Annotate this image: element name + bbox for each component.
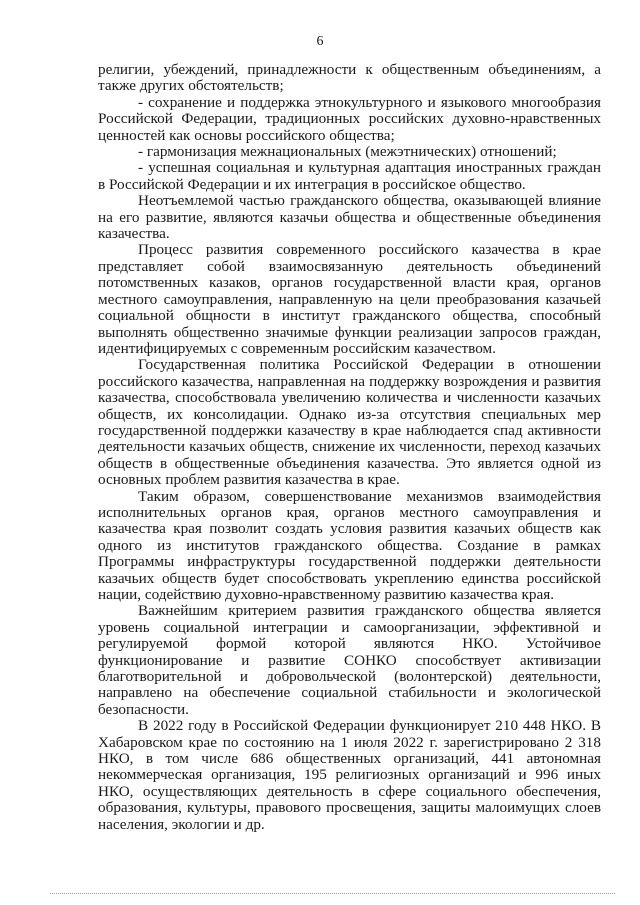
paragraph-interaction: Таким образом, совершенствование механизмов взаимодействия исполнительных органов края, органов местного самоуправления и казачества края позволит создать условия развития казачьих обществ как одного из институтов гражданского общества. Создание в рамках Программы инфраструктуры государственной поддержки деятельности казачьих обществ будет способствовать укреплению единства российской нации, содействию духовно-нравственному развитию казачества края. [98, 487, 601, 603]
paragraph-civil-society: Неотъемлемой частью гражданского общества, оказывающей влияние на его развитие, являются казачьи общества и общественные объединения казачества. [98, 192, 601, 243]
list-item-harmonization: - гармонизация межнациональных (межэтнических) отношений; [138, 143, 557, 161]
paragraph-state-policy: Государственная политика Российской Федерации в отношении российского казачества, направленная на поддержку возрождения и развития казачества, способствовала увеличению количества и численности казачьих обществ, их консолидации. Однако из-за отсутствия специальных мер государственной поддержки казачеству в крае наблюдается спад активности деятельности казачьих обществ, снижение их численности, переход казачьих обществ в общественные объединения казачества. Это является одной из основных проблем развития казачества в крае. [98, 356, 601, 489]
bottom-divider [50, 893, 615, 894]
page-number: 6 [316, 34, 324, 49]
paragraph-cossack-development: Процесс развития современного российского казачества в крае представляет собой взаимосвязанную деятельность объединений потомственных казаков, органов государственной власти края, органов местного самоуправления, направленную на цели преобразования казачьей социальной общности в институт гражданского общества, способный выполнять общественно значимые функции реализации запросов граждан, идентифицируемых с современным российским казачеством. [98, 241, 601, 357]
list-item-adaptation: - успешная социальная и культурная адаптация иностранных граждан в Российской Федерации и их интеграция в российское общество. [98, 159, 601, 193]
document-body [98, 62, 601, 833]
paragraph-nko-statistics: В 2022 году в Российской Федерации функционирует 210 448 НКО. В Хабаровском крае по состоянию на 1 июля 2022 г. зарегистрировано 2 318 НКО, в том числе 686 общественных организаций, 441 автономная некоммерческая организация, 195 религиозных организаций и 996 иных НКО, осуществляющих деятельность в сфере социального обеспечения, образования, культуры, правового просвещения, защиты малоимущих слоев населения, экологии и др. [98, 717, 601, 833]
paragraph-continuation: религии, убеждений, принадлежности к общественным объединениям, а также других обстоятельств; [98, 61, 601, 95]
list-item-diversity: - сохранение и поддержка этнокультурного и языкового многообразия Российской Федерации, традиционных российских духовно-нравственных ценностей как основы российского общества; [98, 93, 601, 144]
paragraph-nko-criterion: Важнейшим критерием развития гражданского общества является уровень социальной интеграции и самоорганизации, эффективной и регулируемой формой которой являются НКО. Устойчивое функционирование и развитие СОНКО способствует активизации благотворительной и добровольческой (волонтерской) деятельности, направлено на обеспечение социальной стабильности и экологической безопасности. [98, 602, 601, 718]
